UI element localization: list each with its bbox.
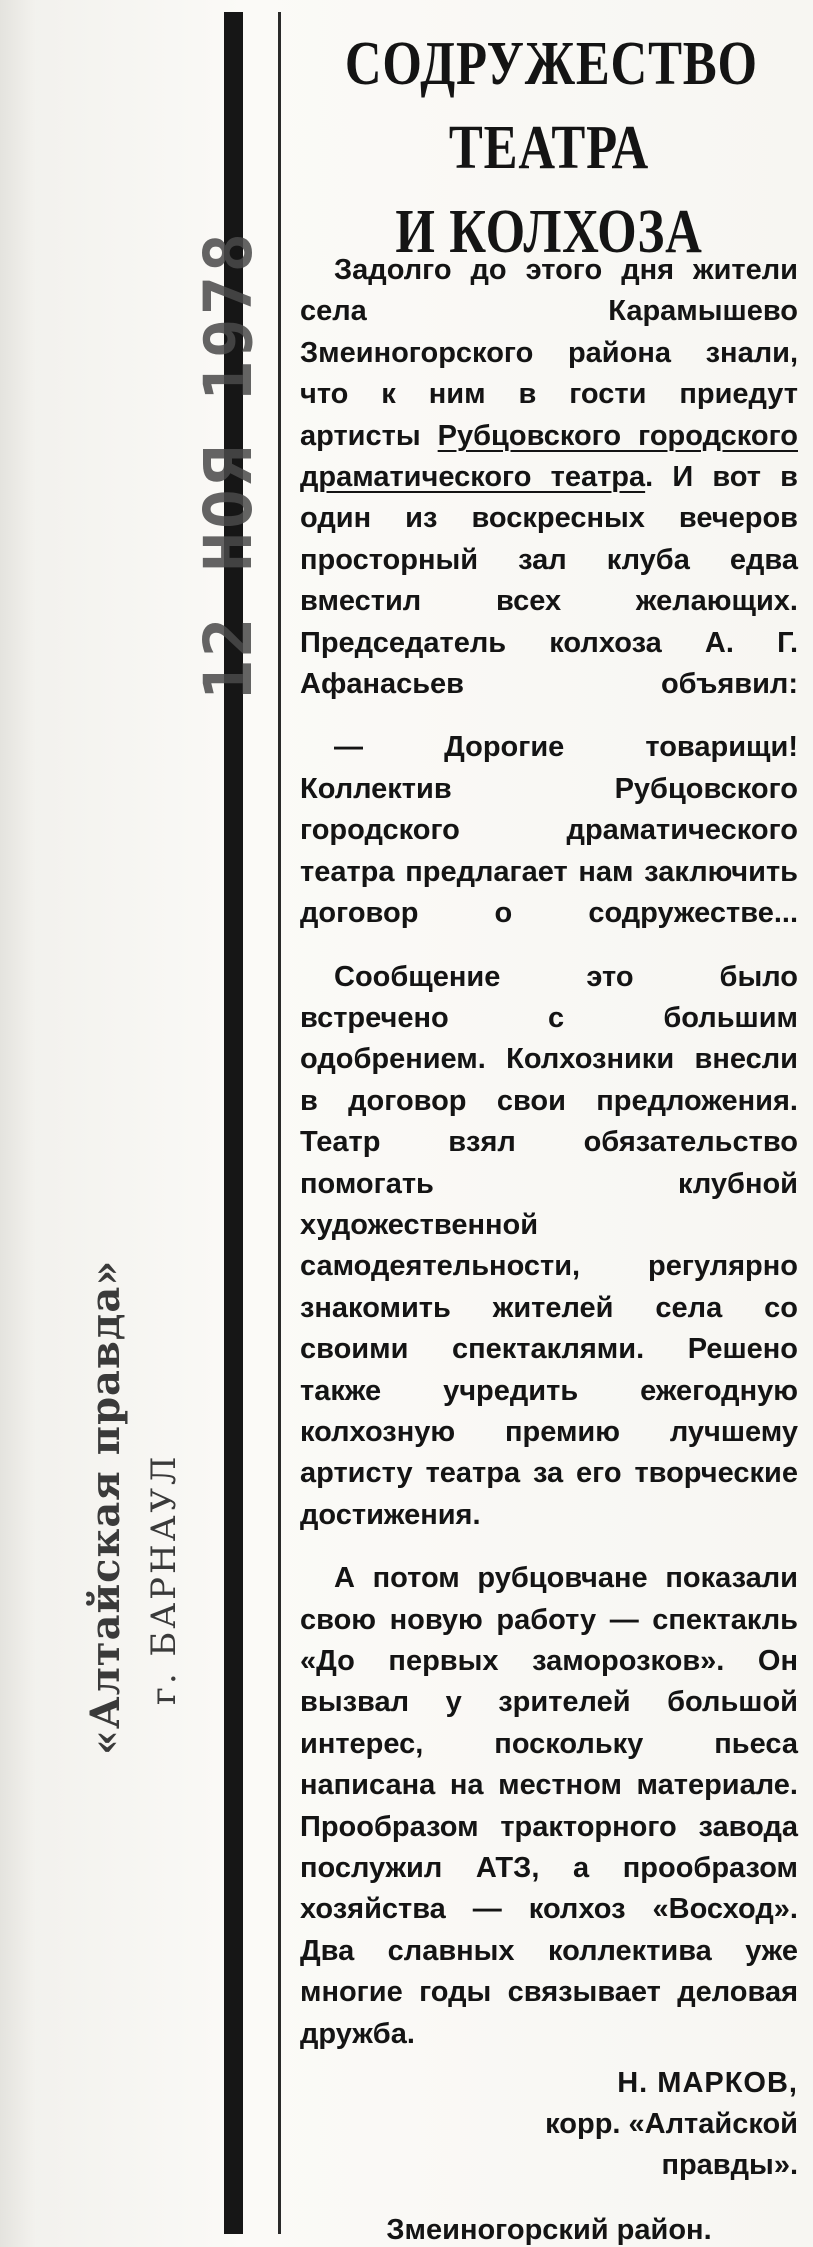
byline xyxy=(300,2063,798,2186)
headline-line-3: И КОЛХОЗА xyxy=(395,198,703,266)
paragraph-performance: А потом рубцовчане показали свою новую работу — спектакль «До первых заморозков». Он вызвал у зрителей большой интерес, поскольку пьеса написана на местном материале. Прообразом тракторного завода послужил АТЗ, а прообразом хозяйства — колхоз «Восход». Два славных коллектива уже многие годы связывает деловая дружба. xyxy=(300,1562,798,2050)
dateline-region: Змеиногорский район. xyxy=(386,2214,712,2247)
theatre-name-underlined: Рубцовского городского драматического театра xyxy=(300,419,798,494)
author-name: Н. МАРКОВ, xyxy=(617,2067,798,2100)
paragraph-speech: — Дорогие товарищи! Коллектив Рубцовского городского драматического театра предлагает нам заключить договор о содружестве... xyxy=(300,731,798,930)
paragraph-agreement: Сообщение это было встречено с большим одобрением. Колхозники внесли в договор свои предложения. Театр взял обязательство помогать клубной художественной самодеятельности, регулярно знакомить жителей села со своими спектаклями. Решено также учредить ежегодную колхозную премию лучшему артисту театра за его творческие достижения. xyxy=(300,960,798,1531)
clipping-margin xyxy=(0,0,36,2247)
column-rule-thin xyxy=(278,12,281,2234)
author-paper: правды». xyxy=(661,2149,798,2182)
paragraph-intro xyxy=(300,250,798,705)
author-role: корр. «Алтайской xyxy=(545,2108,798,2141)
date-stamp-text: 12 НОЯ 1978 xyxy=(190,229,267,700)
paragraph-intro-tail: . И вот в один из воскресных вечеров просторный зал клуба едва вместил всех желающих. Председатель колхоза А. Г. Афанасьев объявил: xyxy=(300,461,798,701)
headline-line-2: ТЕАТРА xyxy=(448,114,650,182)
newspaper-stamp-name: «Алтайская правда» xyxy=(82,1259,129,1755)
article xyxy=(300,22,798,2247)
headline-line-1: СОДРУЖЕСТВО xyxy=(344,30,758,98)
paragraph-intro-text: Задолго до этого дня жители села Карамышево Змеиногорского района знали, что к ним в гости приедут артисты xyxy=(300,254,798,452)
article-headline xyxy=(344,22,758,274)
newspaper-stamp-city: г. БАРНАУЛ xyxy=(144,1453,184,1705)
